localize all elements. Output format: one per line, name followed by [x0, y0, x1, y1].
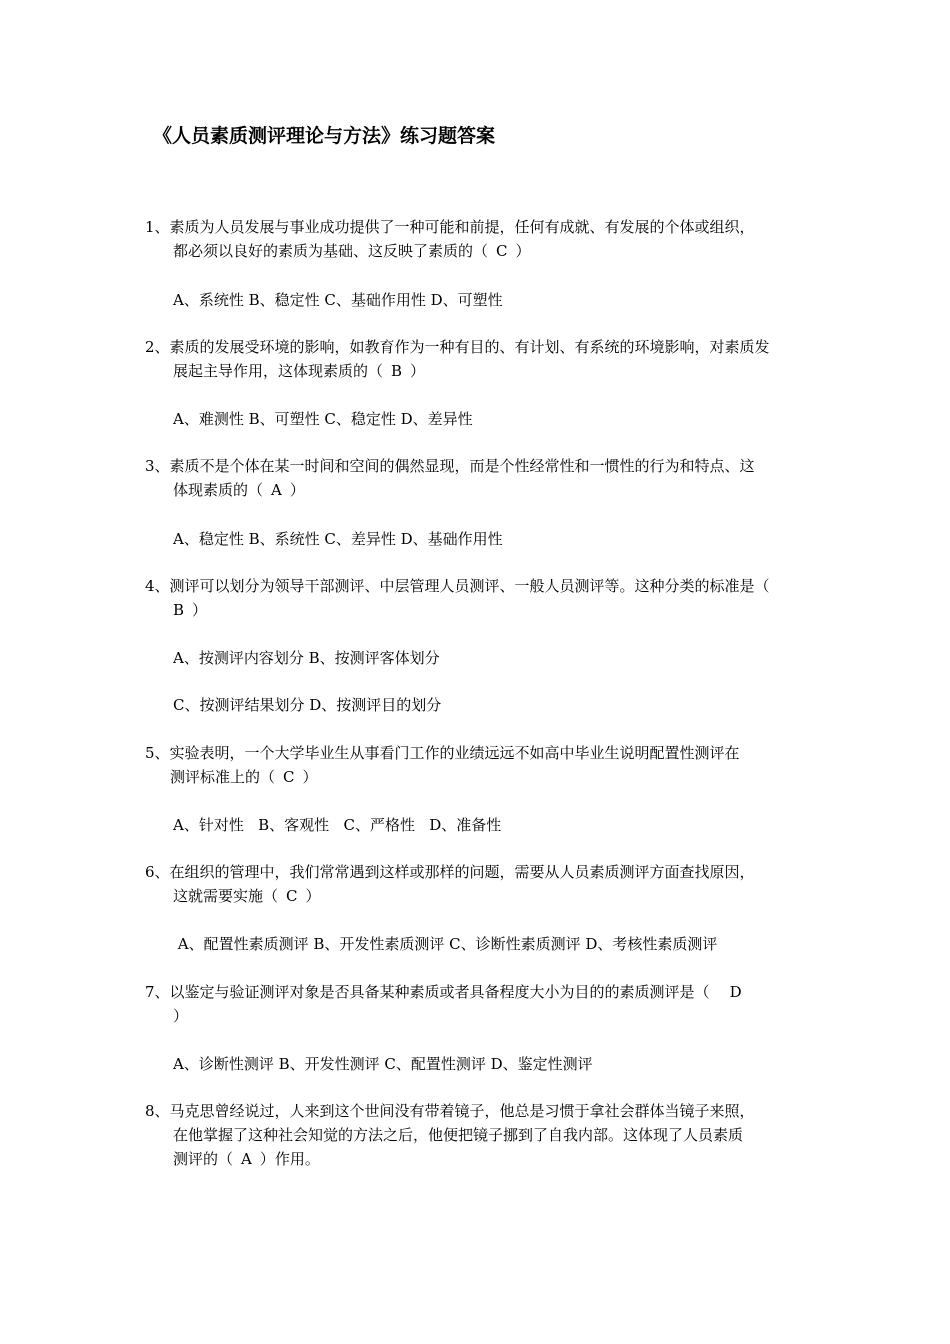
- question-3-text-cont: 体现素质的（ A ）: [145, 478, 810, 502]
- question-5-text-cont: 测评标准上的（ C ）: [145, 765, 810, 789]
- question-3-options: A、稳定性 B、系统性 C、差异性 D、基础作用性: [173, 530, 503, 548]
- question-1-options: A、系统性 B、稳定性 C、基础作用性 D、可塑性: [173, 291, 503, 309]
- question-1: [145, 215, 810, 263]
- question-2-answer: B: [391, 362, 403, 380]
- question-6: [145, 860, 810, 908]
- question-4-answer: B: [173, 601, 185, 619]
- question-7: [145, 980, 810, 1028]
- question-2-text: 2、素质的发展受环境的影响，如教育作为一种有目的、有计划、有系统的环境影响，对素质发: [145, 338, 770, 356]
- question-6-text: 6、在组织的管理中，我们常常遇到这样或那样的问题，需要从人员素质测评方面查找原因，: [145, 863, 755, 881]
- question-4: [145, 574, 810, 622]
- question-5-answer: C: [283, 768, 295, 786]
- question-6-text-cont: 这就需要实施（ C ）: [145, 884, 810, 908]
- question-5-options: A、针对性 B、客观性 C、严格性 D、准备性: [173, 816, 502, 834]
- question-3-answer: A: [271, 481, 282, 499]
- document-title: 《人员素质测评理论与方法》练习题答案: [153, 125, 496, 147]
- question-5-text: 5、实验表明，一个大学毕业生从事看门工作的业绩远远不如高中毕业生说明配置性测评在: [145, 744, 740, 762]
- question-1-text-cont: 都必须以良好的素质为基础、这反映了素质的（ C ）: [145, 239, 810, 263]
- question-8-answer: A: [241, 1150, 252, 1168]
- question-7-options: A、诊断性测评 B、开发性测评 C、配置性测评 D、鉴定性测评: [173, 1055, 593, 1073]
- question-6-options: A、配置性素质测评 B、开发性素质测评 C、诊断性素质测评 D、考核性素质测评: [173, 935, 718, 953]
- question-2: [145, 335, 810, 383]
- question-4-text: 4、测评可以划分为领导干部测评、中层管理人员测评、一般人员测评等。这种分类的标准是（: [145, 577, 770, 595]
- question-1-answer: C: [496, 242, 508, 260]
- question-8: [145, 1099, 810, 1171]
- question-4-options-c-d: C、按测评结果划分 D、按测评目的划分: [173, 696, 442, 714]
- question-2-text-cont: 展起主导作用，这体现素质的（ B ）: [145, 359, 810, 383]
- question-3: [145, 454, 810, 502]
- question-8-text-cont: 在他掌握了这种社会知觉的方法之后，他便把镜子挪到了自我内部。这体现了人员素质: [173, 1126, 744, 1144]
- question-8-text: 8、马克思曾经说过，人来到这个世间没有带着镜子，他总是习惯于拿社会群体当镜子来照，: [145, 1102, 755, 1120]
- question-7-answer: D: [729, 983, 742, 1001]
- question-3-text: 3、素质不是个体在某一时间和空间的偶然显现，而是个性经常性和一惯性的行为和特点、这: [145, 457, 755, 475]
- question-1-text: 1、素质为人员发展与事业成功提供了一种可能和前提，任何有成就、有发展的个体或组织，: [145, 218, 755, 236]
- question-6-answer: C: [286, 887, 298, 905]
- question-8-text-cont-2: 测评的（ A ）作用。: [145, 1147, 810, 1171]
- question-7-text: 7、以鉴定与验证测评对象是否具备某种素质或者具备程度大小为目的的素质测评是（ D: [145, 980, 810, 1004]
- question-2-options: A、难测性 B、可塑性 C、稳定性 D、差异性: [173, 410, 473, 428]
- question-5: [145, 741, 810, 789]
- question-7-text-cont: ）: [173, 1007, 189, 1025]
- question-4-options-a-b: A、按测评内容划分 B、按测评客体划分: [173, 649, 440, 667]
- question-4-text-cont: B ）: [145, 598, 810, 622]
